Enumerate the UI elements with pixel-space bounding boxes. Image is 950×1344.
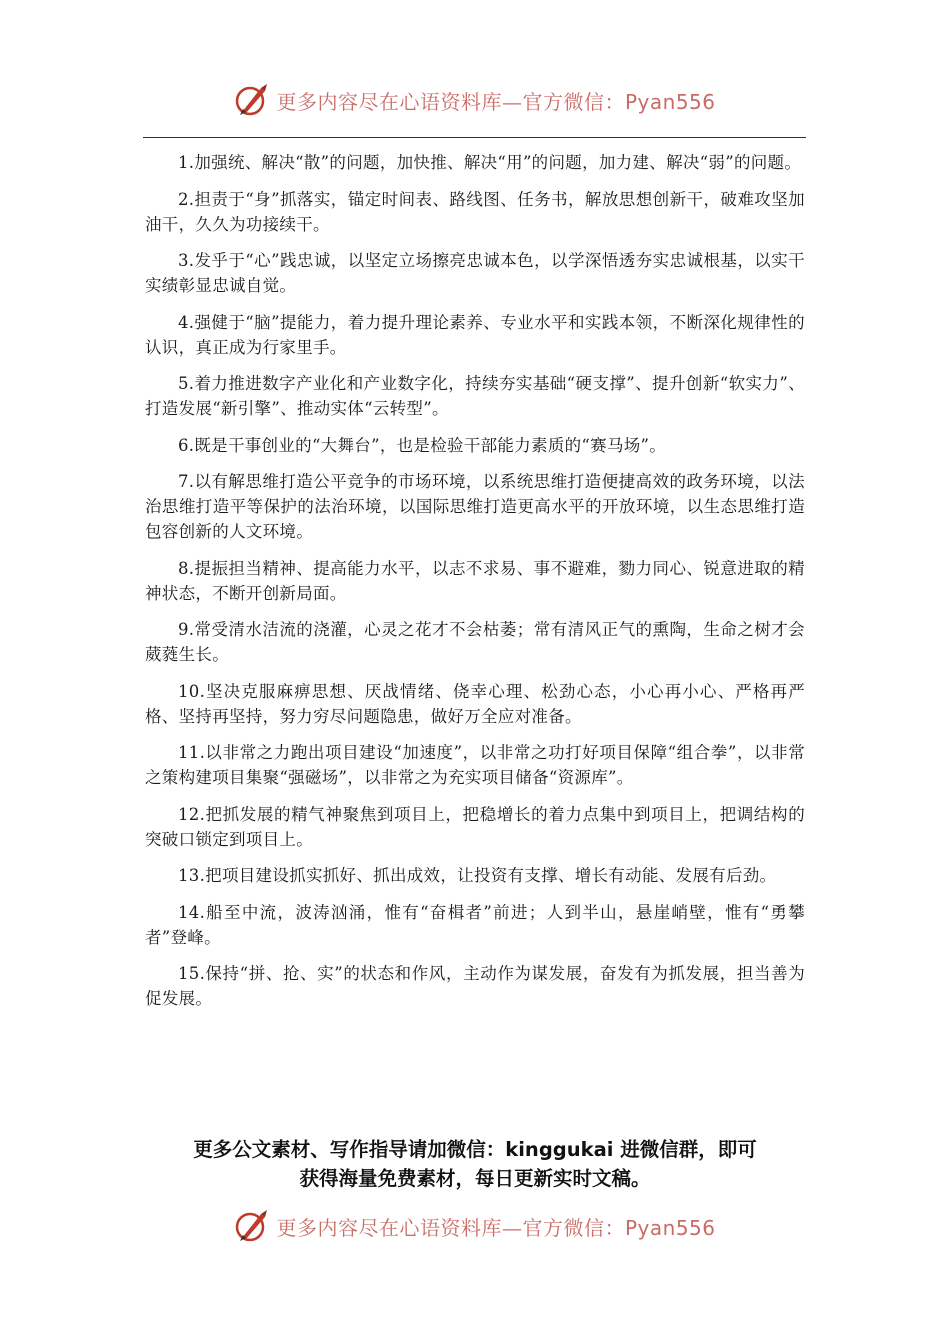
paragraph-3: 3.发乎于“心”践忠诚，以坚定立场擦亮忠诚本色，以学深悟透夯实忠诚根基，以实干实绩彰显忠诚自觉。 [145,251,805,295]
paragraph-6: 6.既是干事创业的“大舞台”，也是检验干部能力素质的“赛马场”。 [178,435,667,455]
paragraph-2: 2.担责于“身”抓落实，锚定时间表、路线图、任务书，解放思想创新干，破难攻坚加油干，久久为功接续干。 [145,189,805,234]
header-banner [0,82,950,118]
footer-banner [0,1208,950,1244]
footer-promo-line-1: 更多公文素材、写作指导请加微信：kinggukai 进微信群，即可 [193,1138,757,1161]
paragraph-14: 14.船至中流，波涛汹涌，惟有“奋楫者”前进；人到半山，悬崖峭壁，惟有“勇攀者”登峰。 [145,902,805,947]
paragraph-5: 5.着力推进数字产业化和产业数字化，持续夯实基础“硬支撑”、提升创新“软实力”、打造发展“新引擎”、推动实体“云转型”。 [145,374,805,418]
paragraph-1: 1.加强统、解决“散”的问题，加快推、解决“用”的问题，加力建、解决“弱”的问题。 [178,153,802,172]
banner-main: 更多内容尽在心语资料库 [276,89,502,114]
paragraph-10: 10.坚决克服麻痹思想、厌战情绪、侥幸心理、松劲心态，小心再小心、严格再严格、坚持再坚持，努力穷尽问题隐患，做好万全应对准备。 [145,681,805,726]
paragraph-9: 9.常受清水洁流的浇灌，心灵之花才不会枯萎；常有清风正气的熏陶，生命之树才会葳蕤生长。 [145,620,805,664]
header-divider [143,137,806,138]
paragraph-13: 13.把项目建设抓实抓好、抓出成效，让投资有支撑、增长有动能、发展有后劲。 [178,866,777,885]
paragraph-15: 15.保持“拼、抢、实”的状态和作风，主动作为谋发展，奋发有为抓发展，担当善为促发展。 [145,964,805,1008]
banner-separator: —官方微信： [501,1215,625,1240]
quill-pen-logo-icon [234,82,270,118]
paragraph-12: 12.把抓发展的精气神聚焦到项目上，把稳增长的着力点集中到项目上，把调结构的突破口锁定到项目上。 [145,804,805,849]
banner-text [276,1212,715,1241]
banner-text [276,86,715,115]
paragraph-11: 11.以非常之力跑出项目建设“加速度”，以非常之功打好项目保障“组合拳”，以非常之策构建项目集聚“强磁场”，以非常之为充实项目储备“资源库”。 [145,743,805,787]
banner-separator: —官方微信： [501,89,625,114]
banner-wechat-id: Pyan556 [624,1215,716,1240]
footer-promo [100,1135,850,1193]
paragraph-7: 7.以有解思维打造公平竞争的市场环境，以系统思维打造便捷高效的政务环境，以法治思维打造平等保护的法治环境，以国际思维打造更高水平的开放环境，以生态思维打造包容创新的人文环境。 [145,472,805,541]
paragraph-8: 8.提振担当精神、提高能力水平，以志不求易、事不避难，勠力同心、锐意进取的精神状态，不断开创新局面。 [145,558,805,603]
footer-promo-line-2: 获得海量免费素材，每日更新实时文稿。 [299,1167,651,1190]
paragraph-4: 4.强健于“脑”提能力，着力提升理论素养、专业水平和实践本领，不断深化规律性的认识，真正成为行家里手。 [145,312,805,357]
quill-pen-logo-icon [234,1208,270,1244]
document-body [145,150,805,1023]
banner-wechat-id: Pyan556 [624,89,716,114]
banner-main: 更多内容尽在心语资料库 [276,1215,502,1240]
